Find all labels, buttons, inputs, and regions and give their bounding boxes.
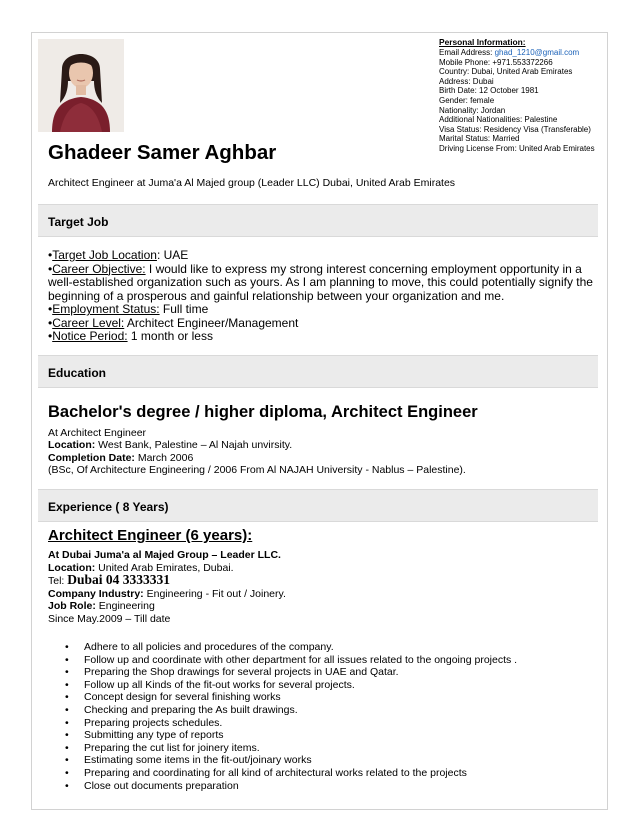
education-detail: (BSc, Of Architecture Engineering / 2006 From Al NAJAH University - Nablus – Palestine).	[48, 464, 466, 477]
profile-photo	[38, 39, 124, 132]
job-location-value: United Arab Emirates, Dubai.	[95, 561, 234, 574]
target-location-value: : UAE	[156, 248, 189, 262]
career-level: •Career Level: Architect Engineer/Management	[48, 315, 299, 330]
email-label: Email Address:	[439, 48, 493, 58]
list-item: • Follow up and coordinate with other department for all issues related to the ongoing projects .	[65, 654, 517, 667]
gender: Gender: female	[439, 96, 495, 106]
country: Country: Dubai, United Arab Emirates	[439, 67, 573, 77]
email-link[interactable]: ghad_1210@gmail.com	[494, 48, 580, 58]
company-industry	[48, 588, 286, 601]
employer: At Dubai Juma'a al Majed Group – Leader LLC.	[48, 549, 281, 561]
employment-status-value: Full time	[159, 302, 209, 316]
email-row	[439, 48, 609, 58]
completion-date-value: March 2006	[134, 451, 194, 464]
target-location-label: Target Job Location	[52, 248, 157, 262]
employment-status: •Employment Status: Full time	[48, 302, 209, 316]
job-location-label: Location:	[48, 561, 96, 574]
target-location: •Target Job Location: UAE	[48, 248, 189, 262]
completion-date	[48, 452, 466, 464]
education-location-value: West Bank, Palestine – Al Najah unvirsity.	[95, 439, 293, 452]
job-role-label: Job Role:	[48, 600, 96, 612]
section-title: Experience ( 8 Years)	[48, 500, 169, 514]
section-title: Education	[48, 366, 107, 380]
personal-information	[439, 38, 609, 154]
job-role	[48, 600, 286, 613]
career-level-value: Architect Engineer/Management	[124, 315, 299, 330]
experience-details	[48, 549, 286, 625]
career-objective-label: Career Objective:	[52, 261, 146, 276]
employment-since: Since May.2009 – Till date	[48, 612, 171, 625]
notice-period: •Notice Period: 1 month or less	[48, 329, 213, 343]
driving-license: Driving License From: United Arab Emirates	[439, 144, 595, 154]
additional-nationalities: Additional Nationalities: Palestine	[439, 115, 558, 125]
birth-date: Birth Date: 12 October 1981	[439, 86, 539, 96]
duties-list	[65, 641, 517, 792]
list-item: • Preparing the cut list for joinery items.	[65, 742, 517, 755]
list-item: • Preparing the Shop drawings for several projects in UAE and Qatar.	[65, 666, 517, 679]
completion-date-label: Completion Date:	[48, 451, 135, 464]
list-item: • Submitting any type of reports	[65, 729, 517, 742]
notice-period-value: 1 month or less	[127, 329, 213, 343]
list-item: • Preparing and coordinating for all kind of architectural works related to the projects	[65, 767, 517, 780]
address: Address: Dubai	[439, 76, 494, 86]
employment-status-label: Employment Status:	[52, 302, 160, 316]
nationality: Nationality: Jordan	[439, 105, 506, 115]
list-item: • Follow up all Kinds of the fit-out works for several projects.	[65, 679, 517, 692]
list-item: • Concept design for several finishing works	[65, 691, 517, 704]
visa-status: Visa Status: Residency Visa (Transferable)	[439, 124, 591, 134]
list-item: • Close out documents preparation	[65, 780, 517, 793]
section-header-experience	[38, 489, 598, 522]
list-item: • Adhere to all policies and procedures of the company.	[65, 641, 517, 654]
telephone	[48, 574, 286, 588]
candidate-tagline: Architect Engineer at Juma'a Al Majed group (Leader LLC) Dubai, United Arab Emirates	[48, 177, 456, 189]
company-industry-label: Company Industry:	[48, 587, 144, 600]
career-objective-value: I would like to express my strong interest concerning employment opportunity in a well-established organization such as yours. As I am planning to move, this could potentially signify the beginning of a prosperous and gainful relationship between your organization and me.	[48, 261, 593, 303]
degree-title: Bachelor's degree / higher diploma, Architect Engineer	[48, 403, 478, 421]
education-details	[48, 427, 466, 477]
education-location-label: Location:	[48, 439, 96, 452]
personal-info-heading: Personal Information:	[439, 37, 526, 47]
list-item: • Checking and preparing the As built drawings.	[65, 704, 517, 717]
list-item: • Estimating some items in the fit-out/joinary works	[65, 754, 517, 767]
education-location	[48, 439, 466, 451]
company-industry-value: Engineering - Fit out / Joinery.	[143, 587, 286, 600]
section-header-education	[38, 355, 598, 388]
education-line: At Architect Engineer	[48, 427, 147, 439]
target-job-details	[48, 249, 593, 344]
candidate-name: Ghadeer Samer Aghbar	[48, 141, 277, 164]
section-header-target-job	[38, 204, 598, 237]
job-title: Architect Engineer (6 years):	[48, 527, 253, 544]
telephone-label: Tel:	[48, 575, 68, 587]
marital-status: Marital Status: Married	[439, 134, 520, 144]
telephone-number: Dubai 04 3333331	[67, 572, 171, 587]
career-level-label: Career Level:	[52, 315, 125, 330]
list-item: • Preparing projects schedules.	[65, 717, 517, 730]
career-objective: •Career Objective: I would like to express my strong interest concerning employment opportunity in a well-established organization such as yours. As I am planning to move, this could potentially signify the beginning of a prosperous and gainful relationship between your organization and me.	[48, 261, 593, 303]
section-title: Target Job	[48, 215, 109, 229]
mobile-phone: Mobile Phone: +971.553372266	[439, 57, 553, 67]
notice-period-label: Notice Period:	[52, 329, 128, 343]
job-role-value: Engineering	[95, 600, 155, 612]
